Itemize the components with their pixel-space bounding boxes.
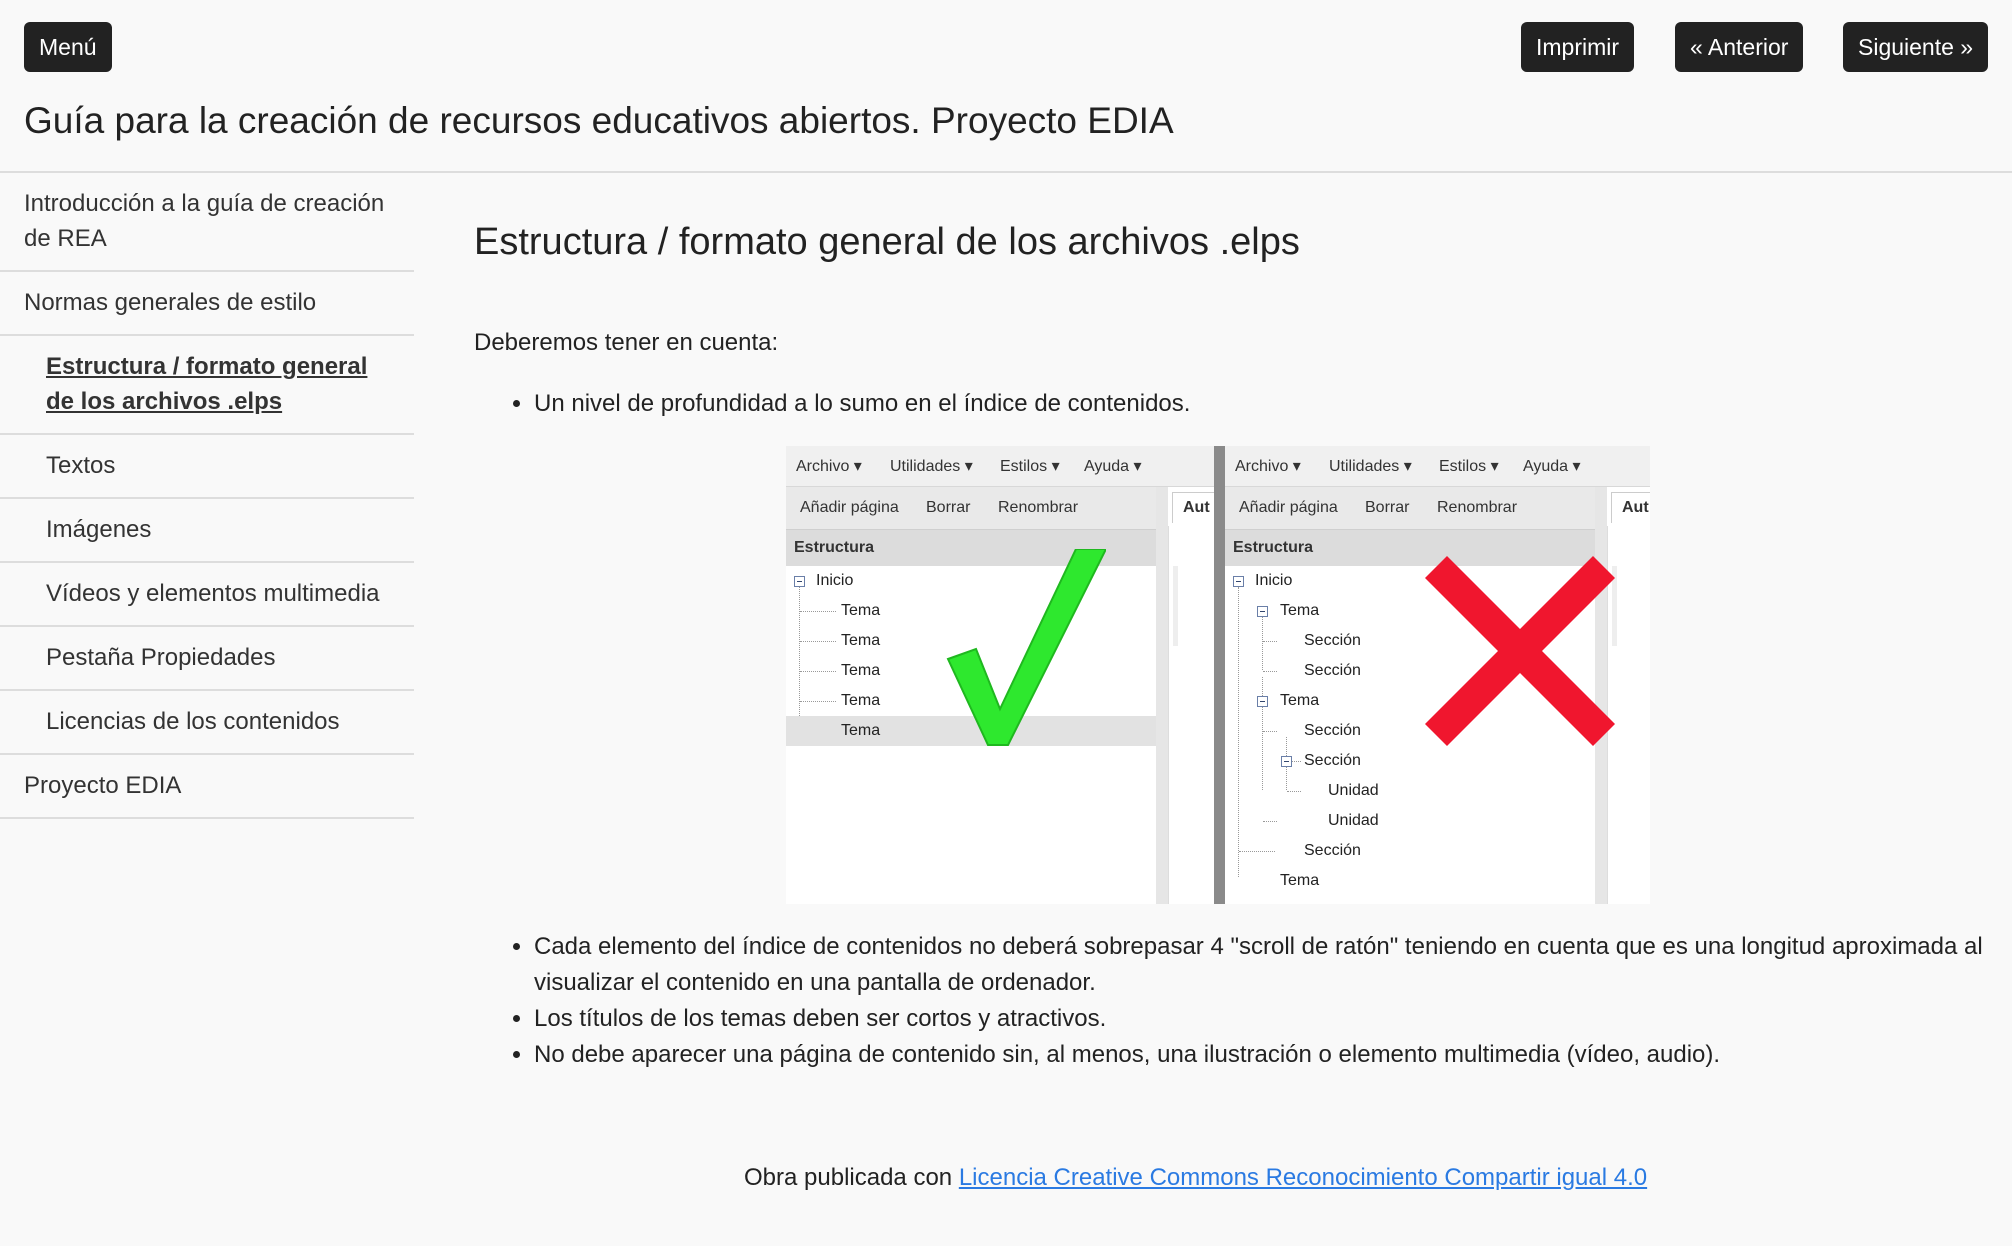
tab-stub: Aut: [1172, 492, 1224, 523]
rename-label: Renombrar: [1437, 499, 1518, 516]
sidebar-item-label[interactable]: Estructura / formato general de los archivos .elps: [46, 353, 368, 415]
sidebar-item-introduccion[interactable]: [0, 173, 414, 272]
sidebar-item-videos[interactable]: [0, 563, 414, 627]
menu-utilidades: Utilidades ▾: [1329, 458, 1412, 475]
footer-license: [744, 1164, 1647, 1192]
app-toolbar: [1225, 487, 1595, 530]
tree-node: Tema: [841, 692, 881, 709]
sidebar-item-label[interactable]: Licencias de los contenidos: [46, 708, 340, 735]
sidebar-item-label[interactable]: Textos: [46, 452, 116, 479]
print-button[interactable]: Imprimir: [1521, 22, 1634, 72]
menu-button[interactable]: Menú: [24, 22, 112, 72]
bullet-list: [474, 929, 1984, 1073]
tree-node: Sección: [1304, 632, 1361, 649]
sidebar-item-proyecto-edia[interactable]: [0, 755, 414, 819]
sidebar-item-imagenes[interactable]: [0, 499, 414, 563]
menu-ayuda: Ayuda ▾: [1084, 458, 1142, 475]
cross-icon: [1425, 556, 1615, 746]
sidebar-item-label[interactable]: Normas generales de estilo: [24, 289, 317, 316]
sidebar-item-licencias[interactable]: [0, 691, 414, 755]
footer-prefix: Obra publicada con: [744, 1164, 959, 1191]
tree-node: Sección: [1304, 722, 1361, 739]
sidebar-item-label[interactable]: Pestaña Propiedades: [46, 644, 276, 671]
bullet-list: [474, 386, 1984, 422]
checkmark-icon: [946, 549, 1106, 749]
tree-node: Tema: [841, 632, 881, 649]
menu-archivo: Archivo ▾: [1235, 458, 1301, 475]
tree-node: Unidad: [1328, 782, 1379, 799]
menu-estilos: Estilos ▾: [1000, 458, 1060, 475]
app-menubar: [1225, 446, 1650, 487]
sidebar-item-label[interactable]: Vídeos y elementos multimedia: [46, 580, 380, 607]
tree-node: Unidad: [1328, 812, 1379, 829]
sidebar-item-label[interactable]: Proyecto EDIA: [24, 772, 182, 799]
structure-comparison-figure: [786, 446, 1650, 904]
good-structure-panel: [786, 446, 1214, 904]
app-toolbar: [786, 487, 1156, 530]
tree-node: Sección: [1225, 746, 1595, 776]
tree-node-selected: Tema: [786, 716, 1156, 746]
menu-estilos: Estilos ▾: [1439, 458, 1499, 475]
delete-label: Borrar: [926, 499, 971, 516]
menu-archivo: Archivo ▾: [796, 458, 862, 475]
previous-button[interactable]: « Anterior: [1675, 22, 1803, 72]
sidebar-nav: [0, 173, 414, 819]
tree-node: Tema: [1225, 596, 1595, 626]
figure-divider: [1214, 446, 1225, 904]
rename-label: Renombrar: [998, 499, 1079, 516]
list-item: • Un nivel de profundidad a lo sumo en el índice de contenidos.: [534, 386, 1984, 422]
menu-utilidades: Utilidades ▾: [890, 458, 973, 475]
app-menubar: [786, 446, 1214, 487]
sidebar-item-label[interactable]: Imágenes: [46, 516, 152, 543]
structure-title: Estructura: [794, 539, 875, 556]
bad-structure-panel: [1225, 446, 1650, 904]
site-title: Guía para la creación de recursos educativos abiertos. Proyecto EDIA: [24, 100, 1174, 141]
menu-ayuda: Ayuda ▾: [1523, 458, 1581, 475]
tree-node: Sección: [1304, 662, 1361, 679]
license-link[interactable]: Licencia Creative Commons Reconocimiento Compartir igual 4.0: [958, 1164, 1648, 1191]
tree-node: Inicio: [1225, 566, 1595, 596]
tree-node: Tema: [1225, 686, 1595, 716]
add-page-label: Añadir página: [1239, 499, 1338, 516]
structure-title: Estructura: [1233, 539, 1314, 556]
page-heading: Estructura / formato general de los archivos .elps: [474, 221, 1300, 263]
tree-node: Tema: [841, 662, 881, 679]
sidebar-item-normas[interactable]: [0, 272, 414, 336]
sidebar-item-propiedades[interactable]: [0, 627, 414, 691]
sidebar-item-textos[interactable]: [0, 435, 414, 499]
tree-node: Tema: [1280, 872, 1320, 889]
sidebar-item-label[interactable]: Introducción a la guía de creación de REA: [24, 190, 385, 252]
list-item: • Los títulos de los temas deben ser cortos y atractivos.: [534, 1001, 1984, 1037]
list-item: • No debe aparecer una página de contenido sin, al menos, una ilustración o elemento multimedia (vídeo, audio).: [534, 1037, 1984, 1073]
list-item: • Cada elemento del índice de contenidos no deberá sobrepasar 4 "scroll de ratón" teniendo en cuenta que es una longitud aproximada al visualizar el contenido en una pantalla de ordenador.: [534, 929, 1984, 1001]
tree-node: Sección: [1304, 842, 1361, 859]
next-button[interactable]: Siguiente »: [1843, 22, 1988, 72]
add-page-label: Añadir página: [800, 499, 899, 516]
tree-node: Inicio: [786, 566, 1156, 596]
tree-node: Tema: [841, 602, 881, 619]
tab-stub: Aut: [1611, 492, 1650, 523]
intro-text: Deberemos tener en cuenta:: [474, 329, 779, 356]
delete-label: Borrar: [1365, 499, 1410, 516]
sidebar-item-estructura[interactable]: [0, 336, 414, 435]
